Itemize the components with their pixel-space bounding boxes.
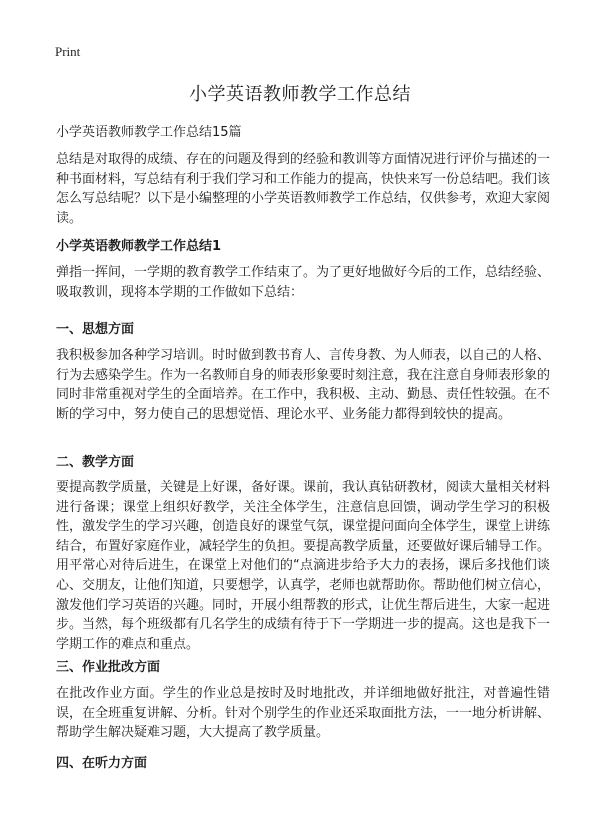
print-link[interactable]: Print bbox=[55, 44, 81, 59]
teaching-paragraph: 要提高教学质量，关键是上好课，备好课。课前，我认真钻研教材，阅读大量相关材料进行备课；课堂上组织好教学，关注全体学生，注意信息回馈，调动学生学习的积极性，激发学生的学习兴趣，创造良好的课堂气氛，课堂提问面向全体学生，课堂上讲练结合，布置好家庭作业，减轻学生的负担。要提高教学质量，还要做好课后辅导工作。用平常心对待后进生，在课堂上对他们的“点滴进步给予大力的表扬，课后多找他们谈心、交朋友，让他们知道，只要想学，认真学，老师也就帮助你。帮助他们树立信心，激发他们学习英语的兴趣。同时，开展小组帮教的形式，让优生帮后进生，大家一起进步。当然，每个班级都有几名学生的成绩有待于下一学期进一步的提高。这也是我下一学期工作的难点和重点。 bbox=[56, 480, 551, 652]
section-heading-teaching: 二、教学方面 bbox=[56, 455, 135, 470]
summary-1-paragraph: 弹指一挥间，一学期的教育教学工作结束了。为了更好地做好今后的工作，总结经验、吸取教训，现将本学期的工作做如下总结： bbox=[56, 265, 551, 300]
page-title: 小学英语教师教学工作总结 bbox=[189, 84, 411, 105]
section-heading-summary-1: 小学英语教师教学工作总结1 bbox=[56, 239, 222, 254]
section-heading-listening: 四、在听力方面 bbox=[56, 756, 148, 771]
intro-paragraph: 总结是对取得的成绩、存在的问题及得到的经验和教训等方面情况进行评价与描述的一种书面材料，写总结有利于我们学习和工作能力的提高，快快来写一份总结吧。我们该怎么写总结呢？以下是小编整理的小学英语教师教学工作总结，仅供参考，欢迎大家阅读。 bbox=[56, 152, 551, 226]
thought-paragraph: 我积极参加各种学习培训。时时做到教书育人、言传身教、为人师表，以自己的人格、行为去感染学生。作为一名教师自身的师表形象要时刻注意，我在注意自身师表形象的同时非常重视对学生的全面培养。在工作中，我积极、主动、勤恳、责任性较强。在不断的学习中，努力使自己的思想觉悟、理论水平、业务能力都得到较快的提高。 bbox=[56, 348, 551, 422]
section-heading-thought: 一、思想方面 bbox=[56, 322, 135, 337]
section-heading-homework: 三、作业批改方面 bbox=[56, 660, 161, 675]
document-subtitle: 小学英语教师教学工作总结15篇 bbox=[56, 125, 242, 140]
homework-paragraph: 在批改作业方面。学生的作业总是按时及时地批改，并详细地做好批注，对普遍性错误，在全班重复讲解、分析。针对个别学生的作业还采取面批方法，一一地分析讲解、帮助学生解决疑难习题，大大提高了教学质量。 bbox=[56, 686, 551, 741]
